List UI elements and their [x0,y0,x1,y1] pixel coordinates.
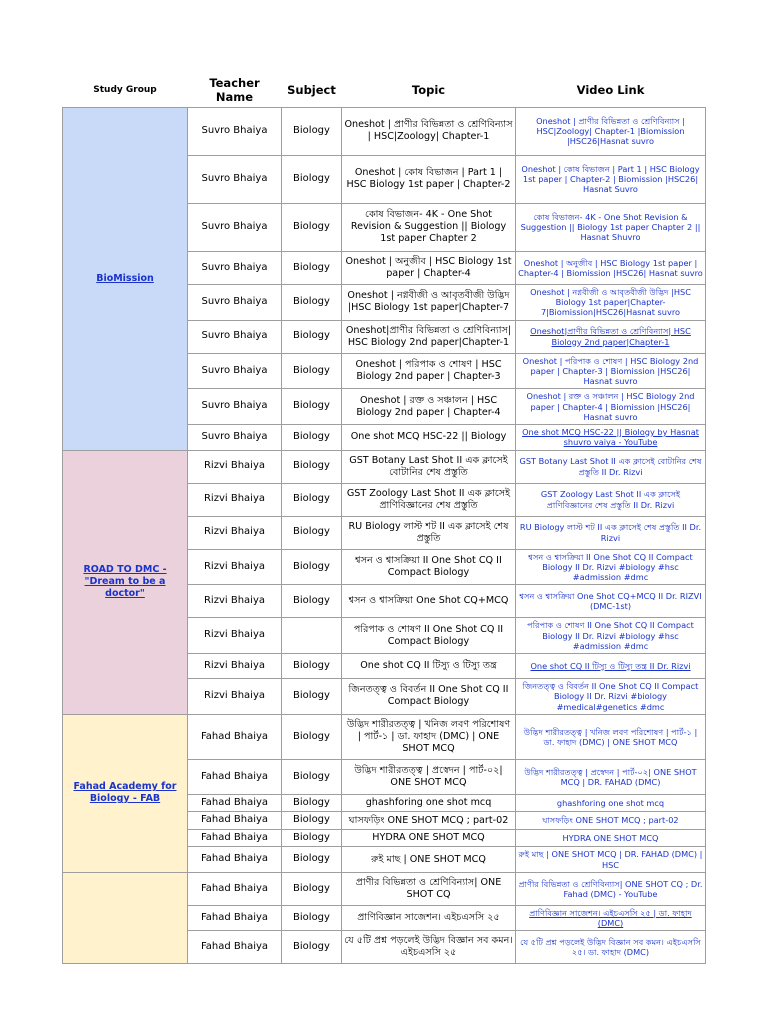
header-subject: Subject [282,74,342,107]
study-group-cell [63,872,188,964]
topic-cell: পরিপাক ও শোষণ II One Shot CQ II Compact Biology [342,618,516,654]
study-group-table [62,74,706,964]
video-link-cell[interactable]: GST Zoology Last Shot II এক ক্লাসেই প্রাণিবিজ্ঞানের শেষ প্রস্তুতি II Dr. Rizvi [516,483,706,516]
subject-cell: Biology [282,812,342,830]
teacher-cell: Fahad Bhaiya [188,905,282,931]
video-link-cell[interactable]: শ্বসন ও শ্বাসক্রিয়া One Shot CQ+MCQ II Dr. RIZVI (DMC-1st) [516,585,706,618]
topic-cell: উদ্ভিদ শারীরতত্ত্ব | খনিজ লবণ পরিশোষণ | পার্ট-১ | ডা. ফাহাদ (DMC) | ONE SHOT MCQ [342,714,516,759]
subject-cell: Biology [282,847,342,873]
study-group-name[interactable]: ROAD TO DMC - "Dream to be a doctor" [83,564,167,600]
subject-cell: Biology [282,284,342,320]
subject-cell: Biology [282,483,342,516]
study-group-cell [63,714,188,872]
subject-cell: Biology [282,450,342,483]
subject-cell: Biology [282,516,342,549]
topic-cell: Oneshot | নগ্নবীজী ও আবৃতবীজী উদ্ভিদ |HSC Biology 1st paper|Chapter-7 [342,284,516,320]
video-link-cell[interactable]: জিনতত্ত্ব ও বিবর্তন II One Shot CQ II Compact Biology II Dr. Rizvi #biology #medical#genetics #dmc [516,679,706,715]
teacher-cell: Rizvi Bhaiya [188,654,282,679]
topic-cell: One shot CQ II টিস্যু ও টিস্যু তন্ত্র [342,654,516,679]
video-link-cell[interactable]: Oneshot | রক্ত ও সঞ্চালন | HSC Biology 2nd paper | Chapter-4 | Biomission |HSC26| Hasnat suvro [516,389,706,425]
subject-cell: Biology [282,353,342,389]
video-link-cell[interactable]: RU Biology লাস্ট শট II এক ক্লাসেই শেষ প্রস্তুতি II Dr. Rizvi [516,516,706,549]
subject-cell: Biology [282,389,342,425]
topic-cell: HYDRA ONE SHOT MCQ [342,829,516,847]
video-link-cell[interactable]: যে ৫টি প্রশ্ন পড়লেই উদ্ভিদ বিজ্ঞান সব কমন। এইচএসসি ২৫। ডা. ফাহাদ (DMC) [516,931,706,964]
video-link-cell[interactable]: রুই মাছ | ONE SHOT MCQ | DR. FAHAD (DMC) | HSC [516,847,706,873]
teacher-cell: Suvro Bhaiya [188,251,282,284]
subject-cell: Biology [282,679,342,715]
subject-cell: Biology [282,320,342,353]
topic-cell: GST Botany Last Shot II এক ক্লাসেই বোটানির শেষ প্রস্তুতি [342,450,516,483]
teacher-cell: Fahad Bhaiya [188,931,282,964]
header-teacher-name: Teacher Name [188,74,282,107]
subject-cell: Biology [282,549,342,585]
table-row [63,450,706,483]
teacher-cell: Suvro Bhaiya [188,203,282,251]
teacher-cell: Suvro Bhaiya [188,155,282,203]
subject-cell: Biology [282,654,342,679]
teacher-cell: Fahad Bhaiya [188,794,282,812]
study-group-cell [63,450,188,714]
topic-cell: One shot MCQ HSC-22 || Biology [342,425,516,451]
teacher-cell: Fahad Bhaiya [188,847,282,873]
table-row [63,714,706,759]
subject-cell: Biology [282,107,342,155]
topic-cell: Oneshot | রক্ত ও সঞ্চালন | HSC Biology 2nd paper | Chapter-4 [342,389,516,425]
video-link-cell[interactable]: Oneshot | পরিপাক ও শোষণ | HSC Biology 2nd paper | Chapter-3 | Biomission |HSC26| Hasnat suvro [516,353,706,389]
table-body [63,107,706,964]
table-row [63,872,706,905]
video-link-cell[interactable]: ghashforing one shot mcq [516,794,706,812]
topic-cell: ঘাসফড়িং ONE SHOT MCQ ; part-02 [342,812,516,830]
video-link-cell[interactable]: উদ্ভিদ শারীরতত্ত্ব | প্রস্বেদন | পার্ট-০২| ONE SHOT MCQ | DR. FAHAD (DMC) [516,759,706,794]
teacher-cell: Rizvi Bhaiya [188,618,282,654]
study-group-name[interactable]: BioMission [96,272,154,284]
header-study-group: Study Group [63,74,188,107]
topic-cell: Oneshot|প্রাণীর বিভিন্নতা ও শ্রেণিবিন্যাস| HSC Biology 2nd paper|Chapter-1 [342,320,516,353]
header-video-link: Video Link [516,74,706,107]
teacher-cell: Rizvi Bhaiya [188,450,282,483]
video-link-cell[interactable]: Oneshot | অনুজীব | HSC Biology 1st paper | Chapter-4 | Biomission |HSC26| Hasnat suvro [516,251,706,284]
teacher-cell: Fahad Bhaiya [188,759,282,794]
video-link-cell[interactable]: প্রাণিবিজ্ঞান সাজেশন। এইচএসসি ২৫ | ডা. ফাহাদ (DMC) [516,905,706,931]
video-link-cell[interactable]: ঘাসফড়িং ONE SHOT MCQ ; part-02 [516,812,706,830]
subject-cell [282,618,342,654]
subject-cell: Biology [282,759,342,794]
topic-cell: জিনতত্ত্ব ও বিবর্তন II One Shot CQ II Compact Biology [342,679,516,715]
video-link-cell[interactable]: Oneshot | নগ্নবীজী ও আবৃতবীজী উদ্ভিদ |HSC Biology 1st paper|Chapter-7|Biomission|HSC26|Hasnat suvro [516,284,706,320]
teacher-cell: Rizvi Bhaiya [188,483,282,516]
subject-cell: Biology [282,872,342,905]
teacher-cell: Rizvi Bhaiya [188,549,282,585]
topic-cell: Oneshot | কোষ বিভাজন | Part 1 | HSC Biology 1st paper | Chapter-2 [342,155,516,203]
header-topic: Topic [342,74,516,107]
subject-cell: Biology [282,829,342,847]
subject-cell: Biology [282,714,342,759]
video-link-cell[interactable]: শ্বসন ও শ্বাসক্রিয়া II One Shot CQ II Compact Biology II Dr. Rizvi #biology #hsc #admission #dmc [516,549,706,585]
video-link-cell[interactable]: Oneshot | কোষ বিভাজন | Part 1 | HSC Biology 1st paper | Chapter-2 | Biomission |HSC26| Hasnat Suvro [516,155,706,203]
topic-cell: ghashforing one shot mcq [342,794,516,812]
subject-cell: Biology [282,155,342,203]
teacher-cell: Rizvi Bhaiya [188,679,282,715]
teacher-cell: Fahad Bhaiya [188,714,282,759]
teacher-cell: Fahad Bhaiya [188,872,282,905]
topic-cell: শ্বসন ও শ্বাসক্রিয়া II One Shot CQ II Compact Biology [342,549,516,585]
subject-cell: Biology [282,585,342,618]
teacher-cell: Suvro Bhaiya [188,284,282,320]
teacher-cell: Suvro Bhaiya [188,389,282,425]
topic-cell: যে ৫টি প্রশ্ন পড়লেই উদ্ভিদ বিজ্ঞান সব কমন। এইচএসসি ২৫ [342,931,516,964]
video-link-cell[interactable]: Oneshot|প্রাণীর বিভিন্নতা ও শ্রেণিবিন্যাস| HSC Biology 2nd paper|Chapter-1 [516,320,706,353]
study-group-cell [63,107,188,450]
video-link-cell[interactable]: প্রাণীর বিভিন্নতা ও শ্রেণিবিন্যাস| ONE SHOT CQ ; Dr. Fahad (DMC) - YouTube [516,872,706,905]
video-link-cell[interactable]: HYDRA ONE SHOT MCQ [516,829,706,847]
teacher-cell: Rizvi Bhaiya [188,516,282,549]
video-link-cell[interactable]: উদ্ভিদ শারীরতত্ত্ব | খনিজ লবণ পরিশোষণ | পার্ট-১ | ডা. ফাহাদ (DMC) | ONE SHOT MCQ [516,714,706,759]
subject-cell: Biology [282,905,342,931]
video-link-cell[interactable]: কোষ বিভাজন- 4K - One Shot Revision & Suggestion || Biology 1st paper Chapter 2 || Hasnat Shuvro [516,203,706,251]
teacher-cell: Fahad Bhaiya [188,829,282,847]
video-link-cell[interactable]: Oneshot | প্রাণীর বিভিন্নতা ও শ্রেণিবিন্যাস | HSC|Zoology| Chapter-1 |Biomission |HSC26|Hasnat suvro [516,107,706,155]
topic-cell: Oneshot | প্রাণীর বিভিন্নতা ও শ্রেণিবিন্যাস | HSC|Zoology| Chapter-1 [342,107,516,155]
teacher-cell: Suvro Bhaiya [188,320,282,353]
subject-cell: Biology [282,794,342,812]
header-row [63,74,706,107]
teacher-cell: Rizvi Bhaiya [188,585,282,618]
topic-cell: Oneshot | অনুজীব | HSC Biology 1st paper | Chapter-4 [342,251,516,284]
table-row [63,107,706,155]
topic-cell: রুই মাছ | ONE SHOT MCQ [342,847,516,873]
teacher-cell: Fahad Bhaiya [188,812,282,830]
topic-cell: GST Zoology Last Shot II এক ক্লাসেই প্রাণিবিজ্ঞানের শেষ প্রস্তুতি [342,483,516,516]
video-link-cell[interactable]: পরিপাক ও শোষণ II One Shot CQ II Compact Biology II Dr. Rizvi #biology #hsc #admission #dmc [516,618,706,654]
topic-cell: প্রাণিবিজ্ঞান সাজেশন। এইচএসসি ২৫ [342,905,516,931]
topic-cell: কোষ বিভাজন- 4K - One Shot Revision & Suggestion || Biology 1st paper Chapter 2 [342,203,516,251]
subject-cell: Biology [282,251,342,284]
subject-cell: Biology [282,931,342,964]
subject-cell: Biology [282,203,342,251]
video-link-cell[interactable]: One shot CQ II টিস্যু ও টিস্যু তন্ত্র II Dr. Rizvi [516,654,706,679]
teacher-cell: Suvro Bhaiya [188,425,282,451]
video-link-cell[interactable]: GST Botany Last Shot II এক ক্লাসেই বোটানির শেষ প্রস্তুতি II Dr. Rizvi [516,450,706,483]
subject-cell: Biology [282,425,342,451]
topic-cell: RU Biology লাস্ট শট II এক ক্লাসেই শেষ প্রস্তুতি [342,516,516,549]
topic-cell: শ্বসন ও শ্বাসক্রিয়া One Shot CQ+MCQ [342,585,516,618]
teacher-cell: Suvro Bhaiya [188,353,282,389]
topic-cell: উদ্ভিদ শারীরতত্ত্ব | প্রস্বেদন | পার্ট-০২| ONE SHOT MCQ [342,759,516,794]
teacher-cell: Suvro Bhaiya [188,107,282,155]
study-group-name[interactable]: Fahad Academy for Biology - FAB [73,781,177,805]
video-link-cell[interactable]: One shot MCQ HSC-22 || Biology by Hasnat shuvro vaiya - YouTube [516,425,706,451]
topic-cell: Oneshot | পরিপাক ও শোষণ | HSC Biology 2nd paper | Chapter-3 [342,353,516,389]
topic-cell: প্রাণীর বিভিন্নতা ও শ্রেণিবিন্যাস| ONE SHOT CQ [342,872,516,905]
